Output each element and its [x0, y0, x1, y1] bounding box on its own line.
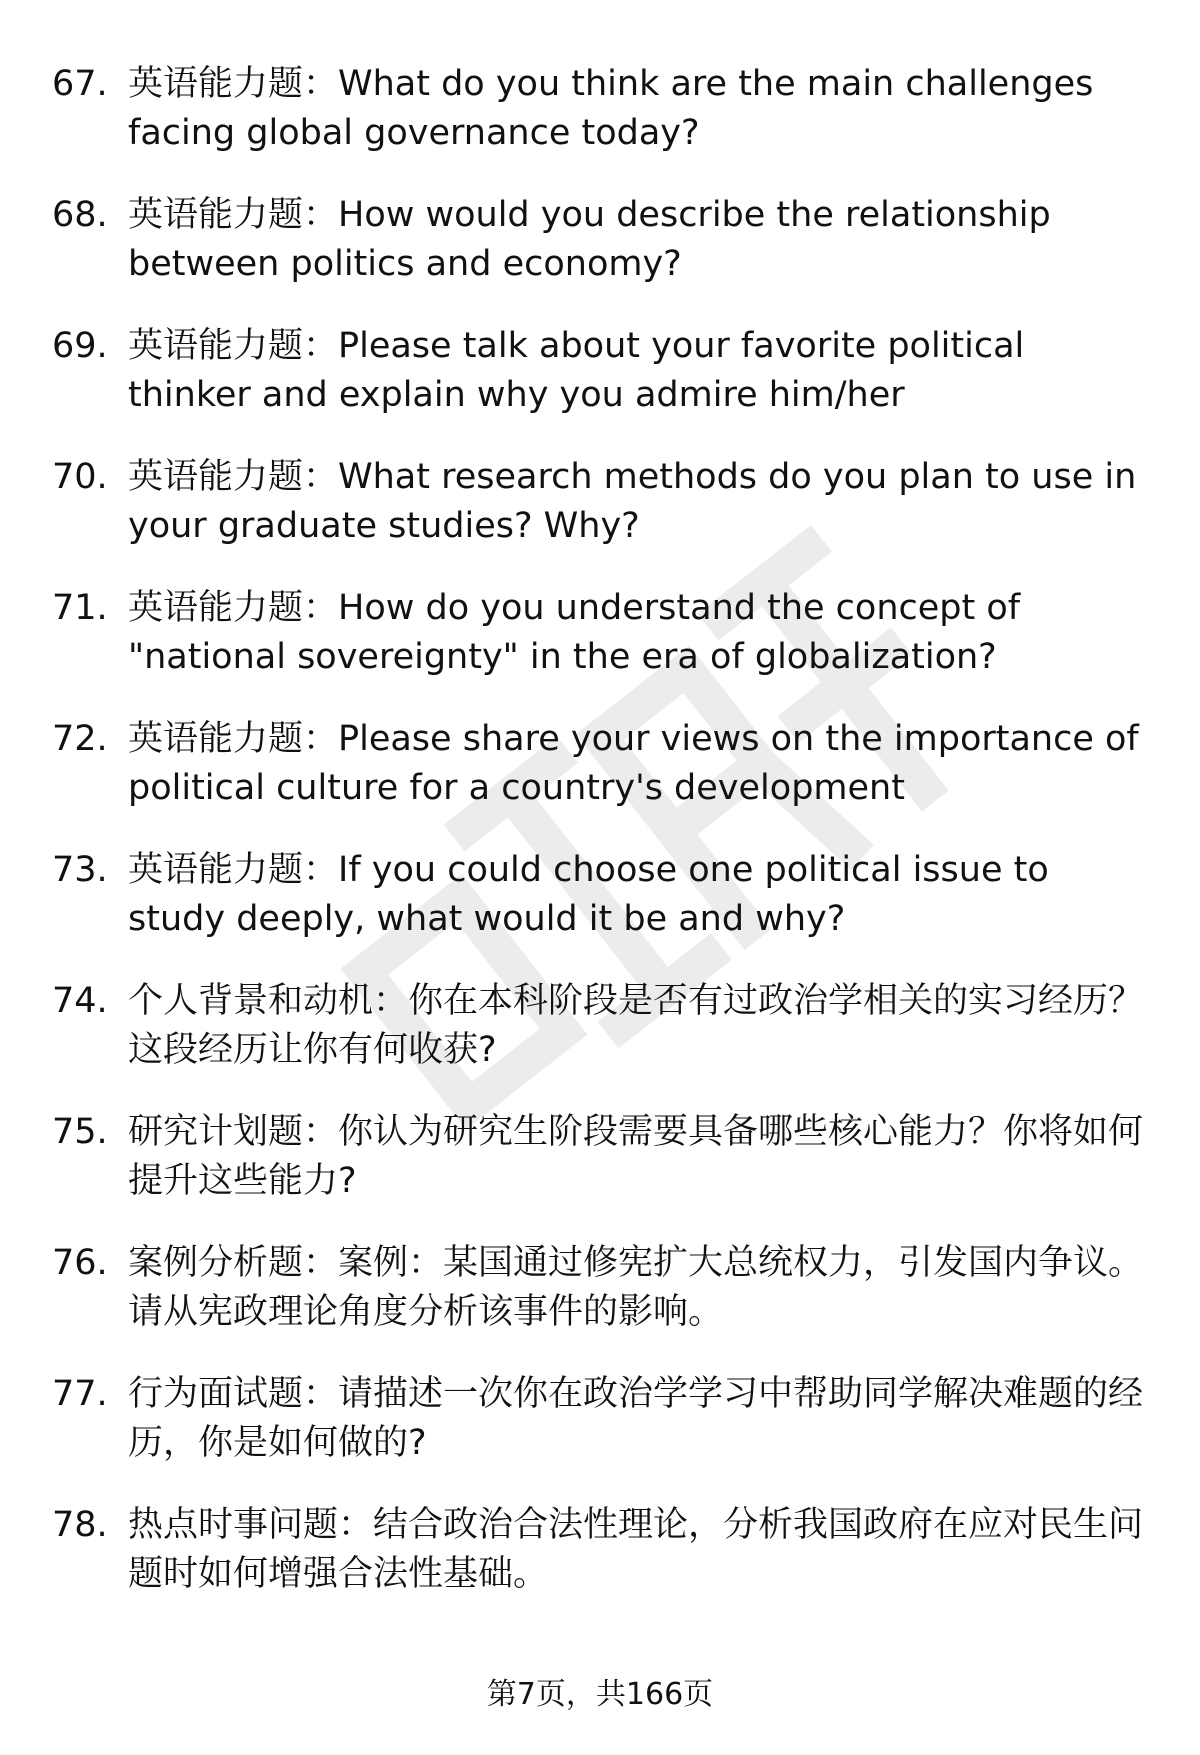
question-item — [52, 1108, 1152, 1206]
question-text: 热点时事问题：结合政治合法性理论，分析我国政府在应对民生问题时如何增强合法性基础。 — [128, 1505, 1144, 1594]
question-number: 76. — [52, 1243, 108, 1283]
question-text: 案例分析题：案例：某国通过修宪扩大总统权力，引发国内争议。请从宪政理论角度分析该事件的影响。 — [128, 1243, 1144, 1332]
question-item — [52, 453, 1152, 551]
question-number: 72. — [52, 719, 108, 759]
question-text: 英语能力题：If you could choose one political issue to study deeply, what would it be and why? — [128, 850, 1049, 939]
question-text: 行为面试题：请描述一次你在政治学学习中帮助同学解决难题的经历，你是如何做的? — [128, 1374, 1144, 1463]
question-number: 69. — [52, 326, 108, 366]
question-item — [52, 977, 1152, 1075]
question-number: 71. — [52, 588, 108, 628]
question-number: 68. — [52, 195, 108, 235]
page-footer — [0, 1675, 1200, 1715]
question-text: 英语能力题：What research methods do you plan to use in your graduate studies? Why? — [128, 457, 1137, 546]
question-number: 75. — [52, 1112, 108, 1152]
question-text: 英语能力题：Please talk about your favorite political thinker and explain why you admire him/her — [128, 326, 1025, 415]
question-item — [52, 322, 1152, 420]
question-number: 78. — [52, 1505, 108, 1545]
question-item — [52, 584, 1152, 682]
question-text: 英语能力题：Please share your views on the importance of political culture for a country's development — [128, 719, 1139, 808]
question-number: 67. — [52, 64, 108, 104]
question-number: 70. — [52, 457, 108, 497]
question-number: 74. — [52, 981, 108, 1021]
question-text: 英语能力题：How would you describe the relationship between politics and economy? — [128, 195, 1051, 284]
question-item — [52, 60, 1152, 158]
question-item — [52, 1370, 1152, 1468]
question-number: 73. — [52, 850, 108, 890]
question-number: 77. — [52, 1374, 108, 1414]
question-text: 英语能力题：How do you understand the concept of "national sovereignty" in the era of globalization? — [128, 588, 1021, 677]
question-item — [52, 1501, 1152, 1599]
question-text: 英语能力题：What do you think are the main challenges facing global governance today? — [128, 64, 1094, 153]
page-number-label: 第7页，共166页 — [486, 1677, 714, 1712]
question-text: 研究计划题：你认为研究生阶段需要具备哪些核心能力？你将如何提升这些能力? — [128, 1112, 1144, 1201]
question-item — [52, 846, 1152, 944]
question-text: 个人背景和动机：你在本科阶段是否有过政治学相关的实习经历？这段经历让你有何收获? — [128, 981, 1144, 1070]
question-item — [52, 191, 1152, 289]
question-item — [52, 715, 1152, 813]
question-list — [52, 60, 1152, 1632]
question-item — [52, 1239, 1152, 1337]
